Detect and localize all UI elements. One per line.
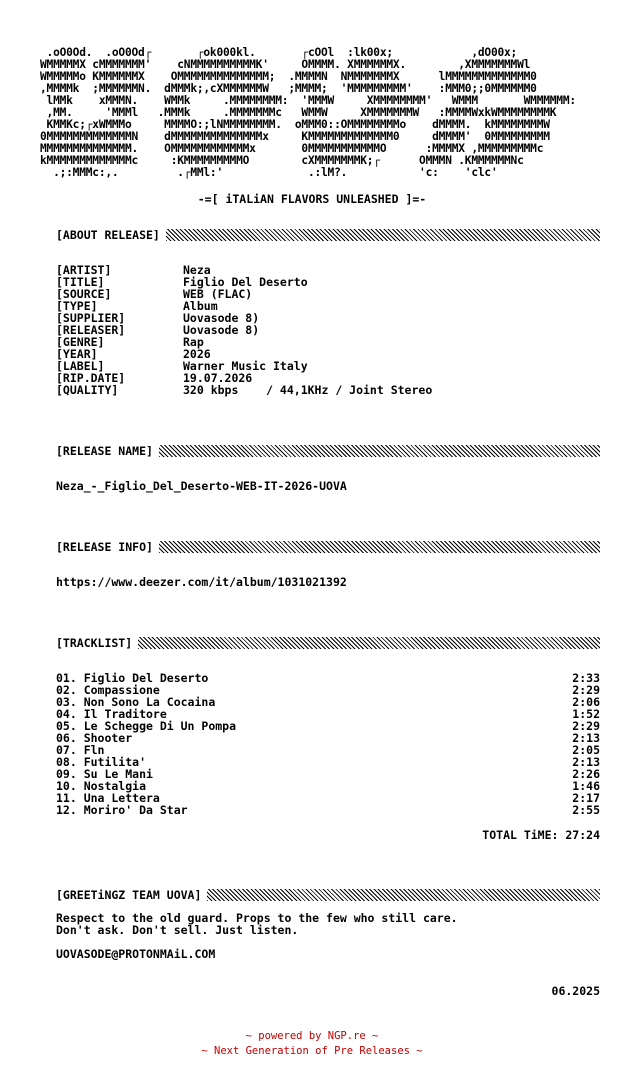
about-key: [YEAR]: [56, 347, 98, 361]
track-row: [56, 804, 600, 816]
track-duration: 2:29: [572, 719, 600, 733]
tracklist: [56, 672, 600, 816]
about-key: [RIP.DATE]: [56, 371, 126, 385]
footer: [0, 1029, 624, 1059]
section-label: [RELEASE NAME]: [56, 444, 153, 458]
track-title: 11. Una Lettera: [56, 791, 160, 805]
about-value: Album: [183, 299, 218, 313]
section-divider: [207, 889, 600, 901]
about-value: Warner Music Italy: [183, 359, 308, 373]
about-row: [56, 336, 432, 348]
track-duration: 2:06: [572, 695, 600, 709]
about-value: Neza: [183, 263, 211, 277]
tracklist-header: [56, 636, 600, 650]
release-name-header: [56, 444, 600, 458]
track-row: [56, 720, 600, 732]
release-info-header: [56, 540, 600, 554]
about-value: 2026: [183, 347, 211, 361]
footer-line-powered: ~ powered by NGP.re ~: [245, 1030, 379, 1042]
track-duration: 2:05: [572, 743, 600, 757]
track-title: 12. Moriro' Da Star: [56, 803, 188, 817]
section-divider: [159, 445, 600, 457]
tagline: -=[ iTALiAN FLAVORS UNLEASHED ]=-: [197, 192, 427, 206]
track-duration: 2:55: [572, 803, 600, 817]
about-value: Rap: [183, 335, 204, 349]
section-divider: [159, 541, 600, 553]
track-duration: 1:52: [572, 707, 600, 721]
track-title: 09. Su Le Mani: [56, 767, 153, 781]
section-divider: [166, 229, 600, 241]
about-key: [LABEL]: [56, 359, 105, 373]
about-key: [ARTIST]: [56, 263, 112, 277]
about-value: 19.07.2026: [183, 371, 253, 385]
track-row: [56, 732, 600, 744]
track-duration: 2:17: [572, 791, 600, 805]
about-key: [RELEASER]: [56, 323, 126, 337]
track-duration: 2:13: [572, 731, 600, 745]
about-value: Figlio Del Deserto: [183, 275, 308, 289]
ascii-logo: .oO0Od. .oO0Od┌ ┌ok000kl. ┌cOOl :lk00x; ,dO00x; WMMMMMX cMMMMMMM' cNMMMMMMMMMMK' OMMMM. XMMMMMMX. ,XMMMMMMMWl WMMMMMo KMMMMMMX OMMMMMMMMMMMMMM; .MMMMN NMMMMMMMX lMMMMMMMMMMMMM0 ,MMMMk ;MMMMMMN. dMMMk;,cXMMMMMMW ;MMMM; 'MMMMMMMMM' :MMM0;;0MMMMMM0 lMMk xMMMN. WMMk .MMMMMMMM: 'MMMW XMMMMMMMM' WMMM WMMMMMM: ,MM. 'MMMl .MMMk .MMMMMMMc WMMW XMMMMMMMW :MMMMWxkWMMMMMMMMK KMMKc;┌xWMMMo MMMMO:;lNMMMMMMMM. oMMM0::OMMMMMMMMo dMMMM. kMMMMMMMMW 0MMMMMMMMMMMMMN dMMMMMMMMMMMMMMx KMMMMMMMMMMMMM0 dMMMM' 0MMMMMMMMM MMMMMMMMMMMMMM. OMMMMMMMMMMMMx 0MMMMMMMMMMMO :MMMMX ,MMMMMMMMMc kMMMMMMMMMMMMMc :KMMMMMMMMMO cXMMMMMMMK;┌ OMMMN .KMMMMMMNc .;:MMMc:,. .┌MMl:' .:lM?. 'c: 'clc': [40, 46, 576, 180]
contact-email[interactable]: UOVASODE@PROTONMAiL.COM: [56, 947, 216, 961]
about-value: 320 kbps / 44,1KHz / Joint Stereo: [183, 383, 433, 397]
about-row: [56, 288, 432, 300]
about-release-header: [56, 228, 600, 242]
section-label: [RELEASE INFO]: [56, 540, 153, 554]
footer-line-tagline: ~ Next Generation of Pre Releases ~: [201, 1045, 423, 1057]
about-key: [SUPPLIER]: [56, 311, 126, 325]
about-key: [TYPE]: [56, 299, 98, 313]
track-title: 03. Non Sono La Cocaina: [56, 695, 216, 709]
about-value: Uovasode 8): [183, 323, 260, 337]
track-duration: 1:46: [572, 779, 600, 793]
track-title: 04. Il Traditore: [56, 707, 167, 721]
track-title: 06. Shooter: [56, 731, 133, 745]
release-info-link[interactable]: https://www.deezer.com/it/album/1031021392: [56, 575, 347, 589]
about-release-list: [56, 264, 432, 396]
section-label: [TRACKLIST]: [56, 636, 133, 650]
track-duration: 2:13: [572, 755, 600, 769]
about-key: [QUALITY]: [56, 383, 119, 397]
track-title: 07. Fln: [56, 743, 105, 757]
track-title: 02. Compassione: [56, 683, 160, 697]
track-title: 05. Le Schegge Di Un Pompa: [56, 719, 237, 733]
release-date: 06.2025: [551, 984, 600, 998]
greetings-text: Respect to the old guard. Props to the few who still care. Don't ask. Don't sell. Just listen.: [56, 911, 458, 937]
section-divider: [138, 637, 600, 649]
track-title: 08. Futilita': [56, 755, 147, 769]
greetings-header: [56, 888, 600, 902]
total-time: TOTAL TiME: 27:24: [482, 828, 600, 842]
section-label: [ABOUT RELEASE]: [56, 228, 160, 242]
release-name: Neza_-_Figlio_Del_Deserto-WEB-IT-2026-UOVA: [56, 479, 347, 493]
about-row: [56, 324, 432, 336]
track-duration: 2:29: [572, 683, 600, 697]
about-value: WEB (FLAC): [183, 287, 253, 301]
track-duration: 2:33: [572, 671, 600, 685]
track-duration: 2:26: [572, 767, 600, 781]
track-title: 01. Figlio Del Deserto: [56, 671, 209, 685]
about-value: Uovasode 8): [183, 311, 260, 325]
about-key: [SOURCE]: [56, 287, 112, 301]
about-key: [TITLE]: [56, 275, 105, 289]
section-label: [GREETiNGZ TEAM UOVA]: [56, 888, 202, 902]
about-row: [56, 384, 432, 396]
about-key: [GENRE]: [56, 335, 105, 349]
track-title: 10. Nostalgia: [56, 779, 147, 793]
